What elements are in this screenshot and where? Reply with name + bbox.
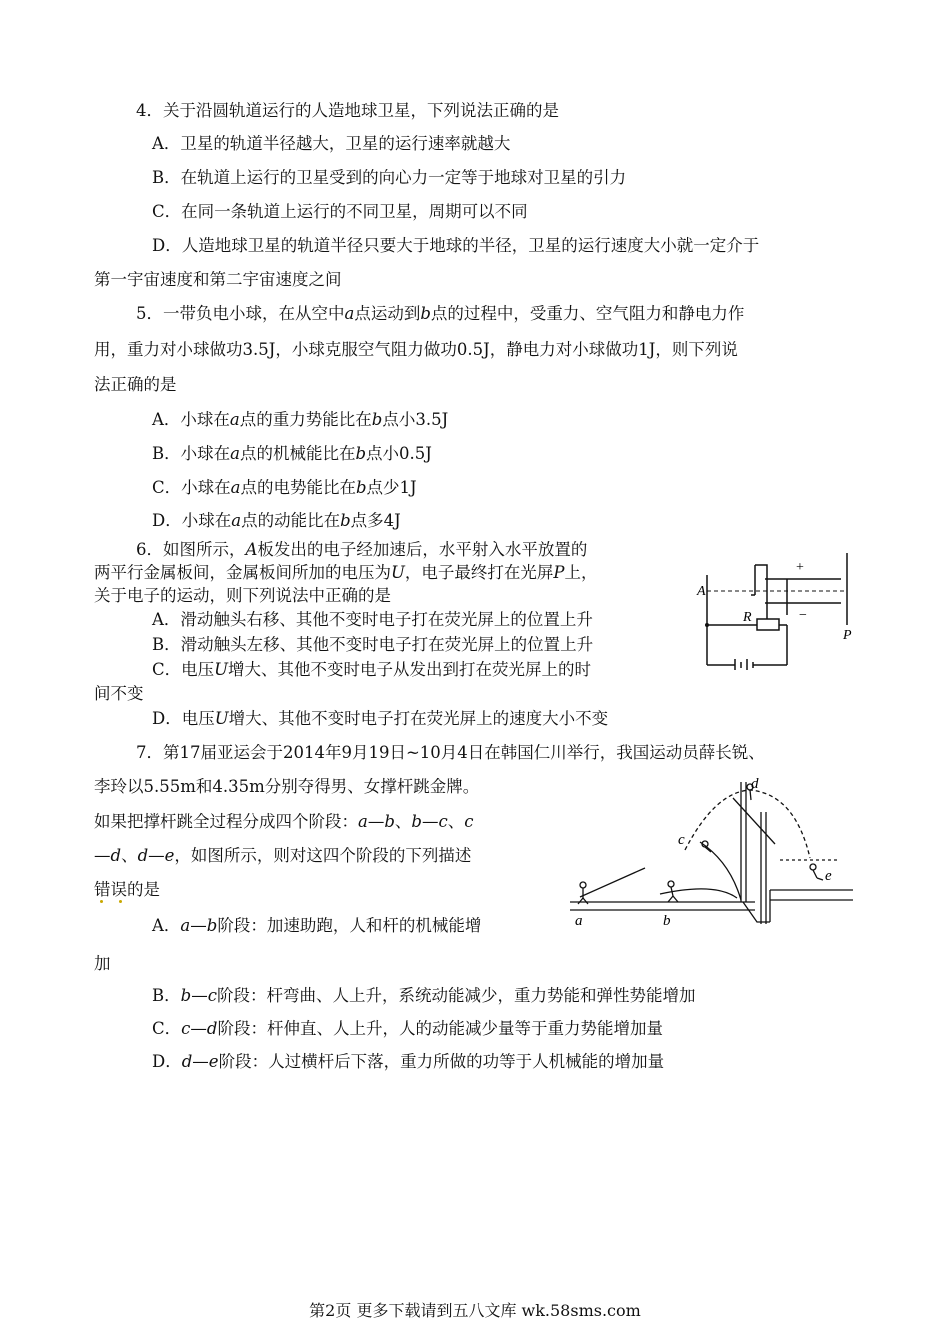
q6-stem-line2: 两平行金属板间，金属板间所加的电压为U，电子最终打在光屏P上，: [94, 563, 598, 582]
q4-option-d-line1: D．人造地球卫星的轨道半径只要大于地球的半径，卫星的运行速度大小就一定介于: [152, 236, 760, 255]
q7-option-a-line1: A．a—b阶段：加速助跑，人和杆的机械能增: [152, 916, 482, 935]
q5-stem-line3: 法正确的是: [94, 375, 177, 394]
pole-stage-a: [580, 868, 645, 897]
q5-option-d: D．小球在a点的动能比在b点多4J: [152, 511, 401, 530]
q6-option-a: A．滑动触头右移、其他不变时电子打在荧光屏上的位置上升: [152, 610, 593, 629]
label-b: b: [663, 913, 671, 929]
q7-stem-line2: 李玲以5.55m和4.35m分别夺得男、女撑杆跳金牌。: [94, 777, 480, 796]
q6-stem-line3: 关于电子的运动，则下列说法中正确的是: [94, 586, 391, 605]
q4-option-c: C．在同一条轨道上运行的不同卫星，周期可以不同: [152, 202, 528, 221]
emphasis-dot: [100, 900, 103, 903]
q5-option-b: B．小球在a点的机械能比在b点小0.5J: [152, 444, 432, 463]
q6-option-d: D．电压U增大、其他不变时电子打在荧光屏上的速度大小不变: [152, 709, 609, 728]
trajectory-dashed: [685, 790, 810, 858]
label-e: e: [825, 868, 832, 884]
q7-option-d: D．d—e阶段：人过横杆后下落，重力所做的功等于人机械能的增加量: [152, 1052, 665, 1071]
label-p: P: [843, 628, 852, 643]
q6-option-c-line2: 间不变: [94, 684, 144, 703]
q7-stem-line1: 7．第17届亚运会于2014年9月19日~10月4日在韩国仁川举行，我国运动员薛长锐、: [136, 743, 765, 762]
q6-stem-line1: 6．如图所示，A板发出的电子经加速后，水平射入水平放置的: [136, 540, 588, 559]
emphasis-dot: [119, 900, 122, 903]
q7-option-a-line2: 加: [94, 954, 111, 973]
q4-option-a: A．卫星的轨道半径越大，卫星的运行速率就越大: [152, 134, 511, 153]
q6-option-b: B．滑动触头左移、其他不变时电子打在荧光屏上的位置上升: [152, 635, 594, 654]
q4-option-b: B．在轨道上运行的卫星受到的向心力一定等于地球对卫星的引力: [152, 168, 627, 187]
page-footer: 第2页 更多下载请到五八文库 wk.58sms.com: [309, 1301, 641, 1320]
q6-circuit-figure: [695, 545, 865, 670]
q7-option-b: B．b—c阶段：杆弯曲、人上升，系统动能减少，重力势能和弹性势能增加: [152, 986, 696, 1005]
q4-stem: 4．关于沿圆轨道运行的人造地球卫星，下列说法正确的是: [136, 101, 559, 120]
plus-sign: +: [796, 560, 804, 575]
q5-option-c: C．小球在a点的电势能比在b点少1J: [152, 478, 417, 497]
label-a: a: [575, 913, 583, 929]
q6-option-c-line1: C．电压U增大、其他不变时电子从发出到打在荧光屏上的时: [152, 660, 592, 679]
minus-sign: −: [799, 608, 807, 623]
q7-option-c: C．c—d阶段：杆伸直、人上升，人的动能减少量等于重力势能增加量: [152, 1019, 663, 1038]
q5-option-a: A．小球在a点的重力势能比在b点小3.5J: [152, 410, 449, 429]
q7-pole-vault-figure: [565, 772, 860, 932]
resistor-r: [757, 619, 779, 630]
label-c: c: [678, 832, 685, 848]
q7-stem-line4: —d、d—e，如图所示，则对这四个阶段的下列描述: [94, 846, 472, 865]
label-d: d: [751, 776, 759, 792]
q7-stem-line5: 错误的是: [94, 880, 160, 899]
crossbar: [733, 798, 775, 844]
q7-stem-line3: 如果把撑杆跳全过程分成四个阶段：a—b、b—c、c: [94, 812, 474, 831]
label-a: A: [697, 584, 706, 599]
q4-option-d-line2: 第一宇宙速度和第二宇宙速度之间: [94, 270, 342, 289]
label-r: R: [743, 610, 752, 625]
q5-stem-line1: 5．一带负电小球，在从空中a点运动到b点的过程中，受重力、空气阻力和静电力作: [136, 304, 745, 323]
q5-stem-line2: 用，重力对小球做功3.5J，小球克服空气阻力做功0.5J，静电力对小球做功1J，则下列说: [94, 340, 738, 359]
